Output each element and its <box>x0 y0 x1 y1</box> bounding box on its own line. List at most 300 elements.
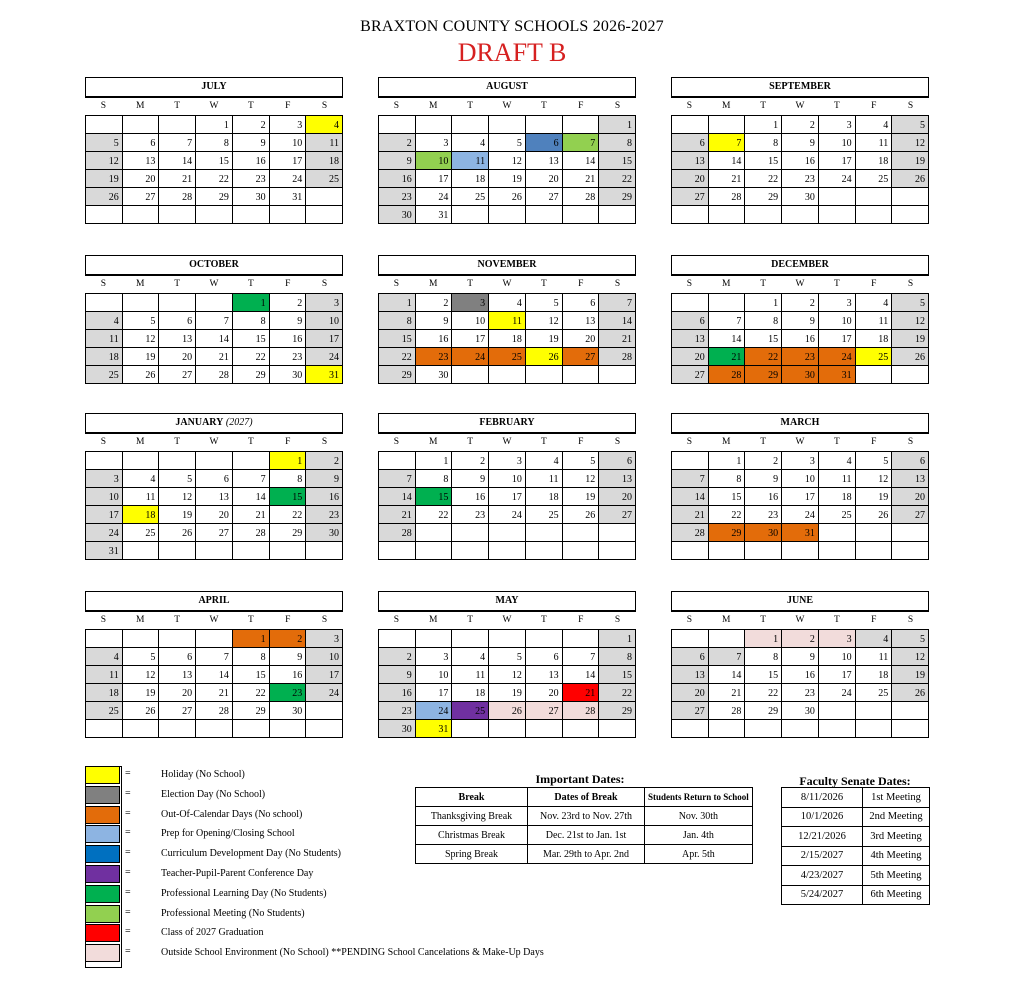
day-cell: 28 <box>599 348 636 366</box>
day-cell: 10 <box>819 312 856 330</box>
weekday-label: M <box>429 279 438 289</box>
day-cell: 14 <box>159 152 196 170</box>
month-september <box>671 77 929 224</box>
empty-cell <box>233 720 270 738</box>
empty-cell <box>270 542 307 560</box>
weekday-label: S <box>100 615 107 625</box>
day-cell: 10 <box>819 648 856 666</box>
empty-cell <box>819 188 856 206</box>
empty-cell <box>196 720 233 738</box>
empty-cell <box>270 206 307 224</box>
day-cell: 13 <box>672 330 709 348</box>
empty-cell <box>123 542 160 560</box>
legend-label: Holiday (No School) <box>161 769 245 780</box>
day-cell: 15 <box>599 152 636 170</box>
day-cell: 4 <box>856 630 893 648</box>
day-cell: 6 <box>599 452 636 470</box>
day-cell: 14 <box>672 488 709 506</box>
day-cell: 10 <box>489 470 526 488</box>
month-title <box>378 77 636 98</box>
day-cell: 7 <box>672 470 709 488</box>
day-cell: 25 <box>856 170 893 188</box>
break-dates: Dec. 21st to Jan. 1st <box>528 826 645 845</box>
empty-cell <box>745 206 782 224</box>
day-cell: 4 <box>452 134 489 152</box>
day-cell: 21 <box>672 506 709 524</box>
weekday-label: M <box>722 279 731 289</box>
day-cell: 29 <box>599 702 636 720</box>
faculty-senate-title: Faculty Senate Dates: <box>799 774 911 788</box>
day-cell: 14 <box>709 666 746 684</box>
day-cell: 11 <box>306 134 343 152</box>
weekday-label: S <box>100 279 107 289</box>
day-cell: 3 <box>452 294 489 312</box>
legend-equals: = <box>125 906 131 918</box>
day-cell: 11 <box>86 666 123 684</box>
day-cell: 18 <box>856 152 893 170</box>
table-row <box>416 807 753 826</box>
day-cell: 28 <box>672 524 709 542</box>
weekday-label: F <box>285 615 291 625</box>
empty-cell <box>86 720 123 738</box>
weekday-label: S <box>321 279 328 289</box>
day-cell: 21 <box>563 170 600 188</box>
day-cell: 27 <box>526 702 563 720</box>
weekday-label: T <box>833 437 840 447</box>
day-cell: 16 <box>782 330 819 348</box>
day-cell: 27 <box>196 524 233 542</box>
weekday-label: S <box>686 279 693 289</box>
day-cell: 16 <box>379 684 416 702</box>
day-cell: 30 <box>745 524 782 542</box>
day-cell: 15 <box>745 152 782 170</box>
weekday-header <box>85 276 343 293</box>
day-cell: 24 <box>416 702 453 720</box>
day-cell: 23 <box>745 506 782 524</box>
empty-cell <box>856 702 893 720</box>
empty-cell <box>86 452 123 470</box>
weekday-label: T <box>760 101 767 111</box>
day-grid <box>671 293 929 384</box>
empty-cell <box>709 116 746 134</box>
day-cell: 22 <box>270 506 307 524</box>
day-cell: 9 <box>270 312 307 330</box>
day-cell: 19 <box>892 330 929 348</box>
month-title <box>671 255 929 276</box>
empty-cell <box>709 542 746 560</box>
day-cell: 23 <box>270 684 307 702</box>
weekday-label: T <box>760 615 767 625</box>
day-cell: 26 <box>489 188 526 206</box>
weekday-label: F <box>285 437 291 447</box>
empty-cell <box>159 116 196 134</box>
break-name: Christmas Break <box>416 826 528 845</box>
day-cell: 31 <box>819 366 856 384</box>
day-cell: 16 <box>270 330 307 348</box>
meeting-label: 5th Meeting <box>863 866 930 886</box>
day-cell: 9 <box>782 312 819 330</box>
month-july <box>85 77 343 224</box>
weekday-label: T <box>174 279 181 289</box>
empty-cell <box>892 542 929 560</box>
day-cell: 3 <box>819 294 856 312</box>
day-cell: 5 <box>526 294 563 312</box>
weekday-label: W <box>209 437 219 447</box>
empty-cell <box>856 206 893 224</box>
empty-cell <box>526 720 563 738</box>
empty-cell <box>599 720 636 738</box>
day-cell: 29 <box>379 366 416 384</box>
table-row <box>416 826 753 845</box>
empty-cell <box>306 188 343 206</box>
day-cell: 1 <box>233 630 270 648</box>
legend-equals: = <box>125 847 131 859</box>
day-cell: 11 <box>856 312 893 330</box>
weekday-label: T <box>467 101 474 111</box>
day-cell: 23 <box>379 702 416 720</box>
weekday-label: S <box>393 615 400 625</box>
weekday-label: F <box>578 437 584 447</box>
day-cell: 23 <box>782 170 819 188</box>
day-cell: 16 <box>270 666 307 684</box>
day-cell: 22 <box>233 348 270 366</box>
day-cell: 16 <box>452 488 489 506</box>
day-cell: 4 <box>489 294 526 312</box>
day-cell: 6 <box>672 312 709 330</box>
empty-cell <box>452 524 489 542</box>
day-cell: 13 <box>526 152 563 170</box>
day-cell: 8 <box>745 134 782 152</box>
day-cell: 28 <box>709 366 746 384</box>
empty-cell <box>123 294 160 312</box>
weekday-label: F <box>578 615 584 625</box>
day-cell: 9 <box>379 666 416 684</box>
legend-swatch <box>85 905 120 923</box>
weekday-label: F <box>578 279 584 289</box>
day-cell: 4 <box>819 452 856 470</box>
day-cell: 14 <box>563 152 600 170</box>
day-grid <box>85 115 343 224</box>
legend-item <box>85 924 605 943</box>
empty-cell <box>489 720 526 738</box>
important-dates-table <box>415 787 753 864</box>
empty-cell <box>196 452 233 470</box>
day-cell: 1 <box>745 294 782 312</box>
day-cell: 16 <box>745 488 782 506</box>
weekday-label: F <box>285 279 291 289</box>
weekday-label: T <box>467 615 474 625</box>
legend-swatch <box>85 944 120 962</box>
day-cell: 12 <box>892 648 929 666</box>
empty-cell <box>526 524 563 542</box>
day-cell: 7 <box>709 134 746 152</box>
empty-cell <box>856 188 893 206</box>
day-cell: 25 <box>856 684 893 702</box>
weekday-label: S <box>614 101 621 111</box>
day-cell: 2 <box>270 630 307 648</box>
weekday-label: M <box>722 437 731 447</box>
day-cell: 13 <box>892 470 929 488</box>
weekday-label: M <box>429 437 438 447</box>
legend-label: Curriculum Development Day (No Students) <box>161 848 341 860</box>
empty-cell <box>196 206 233 224</box>
day-cell: 9 <box>306 470 343 488</box>
empty-cell <box>563 720 600 738</box>
table-row <box>782 885 930 905</box>
month-february <box>378 413 636 560</box>
empty-cell <box>452 116 489 134</box>
empty-cell <box>782 542 819 560</box>
empty-cell <box>563 542 600 560</box>
day-cell: 12 <box>123 666 160 684</box>
empty-cell <box>416 524 453 542</box>
weekday-label: M <box>722 615 731 625</box>
day-cell: 7 <box>233 470 270 488</box>
day-cell: 24 <box>306 348 343 366</box>
legend-swatch <box>85 845 120 863</box>
empty-cell <box>452 206 489 224</box>
day-cell: 10 <box>819 134 856 152</box>
day-cell: 3 <box>819 630 856 648</box>
day-cell: 17 <box>819 666 856 684</box>
meeting-date: 5/24/2027 <box>782 885 863 905</box>
day-cell: 22 <box>196 170 233 188</box>
day-cell: 1 <box>233 294 270 312</box>
empty-cell <box>452 630 489 648</box>
empty-cell <box>526 116 563 134</box>
weekday-label: T <box>174 615 181 625</box>
weekday-label: M <box>429 615 438 625</box>
day-cell: 21 <box>379 506 416 524</box>
day-cell: 18 <box>86 684 123 702</box>
day-cell: 18 <box>452 684 489 702</box>
day-cell: 5 <box>563 452 600 470</box>
day-cell: 10 <box>416 666 453 684</box>
day-cell: 29 <box>745 366 782 384</box>
day-cell: 11 <box>856 648 893 666</box>
day-cell: 22 <box>599 684 636 702</box>
weekday-header <box>671 612 929 629</box>
day-cell: 22 <box>745 684 782 702</box>
day-cell: 30 <box>270 366 307 384</box>
day-cell: 19 <box>563 488 600 506</box>
day-cell: 13 <box>599 470 636 488</box>
meeting-label: 4th Meeting <box>863 846 930 866</box>
weekday-label: F <box>871 101 877 111</box>
weekday-label: T <box>540 437 547 447</box>
legend-equals: = <box>125 787 131 799</box>
weekday-label: S <box>907 615 914 625</box>
day-cell: 19 <box>489 684 526 702</box>
day-cell: 6 <box>159 648 196 666</box>
weekday-header <box>85 612 343 629</box>
day-cell: 19 <box>489 170 526 188</box>
table-row <box>416 845 753 864</box>
weekday-label: W <box>795 615 805 625</box>
empty-cell <box>123 452 160 470</box>
day-cell: 24 <box>819 684 856 702</box>
legend-label: Outside School Environment (No School) **PENDING School Cancelations & Make-Up Days <box>161 947 544 959</box>
weekday-label: T <box>174 437 181 447</box>
day-cell: 12 <box>892 312 929 330</box>
empty-cell <box>672 720 709 738</box>
day-cell: 5 <box>489 648 526 666</box>
day-cell: 8 <box>196 134 233 152</box>
day-cell: 7 <box>709 312 746 330</box>
month-name: MARCH <box>780 417 820 428</box>
empty-cell <box>123 630 160 648</box>
day-cell: 14 <box>709 152 746 170</box>
day-cell: 8 <box>745 648 782 666</box>
legend-label: Out-Of-Calendar Days (No school) <box>161 808 303 820</box>
day-cell: 19 <box>159 506 196 524</box>
day-cell: 22 <box>379 348 416 366</box>
legend-label: Teacher-Pupil-Parent Conference Day <box>161 868 314 879</box>
day-cell: 6 <box>892 452 929 470</box>
day-cell: 21 <box>563 684 600 702</box>
day-cell: 9 <box>379 152 416 170</box>
day-cell: 14 <box>379 488 416 506</box>
day-cell: 27 <box>672 188 709 206</box>
weekday-label: M <box>136 437 145 447</box>
day-cell: 5 <box>892 116 929 134</box>
day-cell: 28 <box>709 188 746 206</box>
weekday-label: S <box>907 437 914 447</box>
legend-equals: = <box>125 946 131 958</box>
day-cell: 15 <box>233 330 270 348</box>
day-cell: 11 <box>489 312 526 330</box>
empty-cell <box>563 116 600 134</box>
day-cell: 20 <box>123 170 160 188</box>
day-cell: 24 <box>416 188 453 206</box>
day-cell: 15 <box>379 330 416 348</box>
meeting-date: 2/15/2027 <box>782 846 863 866</box>
day-cell: 17 <box>306 666 343 684</box>
day-cell: 2 <box>379 134 416 152</box>
empty-cell <box>489 630 526 648</box>
day-cell: 24 <box>819 348 856 366</box>
weekday-label: T <box>174 101 181 111</box>
empty-cell <box>892 524 929 542</box>
weekday-label: S <box>614 437 621 447</box>
day-cell: 12 <box>86 152 123 170</box>
day-cell: 17 <box>86 506 123 524</box>
empty-cell <box>159 542 196 560</box>
day-cell: 26 <box>856 506 893 524</box>
day-cell: 31 <box>306 366 343 384</box>
day-cell: 15 <box>745 330 782 348</box>
day-cell: 23 <box>306 506 343 524</box>
day-cell: 9 <box>416 312 453 330</box>
day-cell: 9 <box>745 470 782 488</box>
day-cell: 9 <box>782 648 819 666</box>
weekday-label: W <box>795 437 805 447</box>
day-cell: 3 <box>416 134 453 152</box>
day-cell: 1 <box>745 630 782 648</box>
day-cell: 27 <box>672 702 709 720</box>
day-cell: 20 <box>672 684 709 702</box>
important-dates-title: Important Dates: <box>535 772 625 786</box>
empty-cell <box>709 630 746 648</box>
weekday-label: W <box>502 279 512 289</box>
day-cell: 17 <box>819 152 856 170</box>
day-grid <box>378 629 636 738</box>
day-cell: 13 <box>123 152 160 170</box>
faculty-senate-table <box>781 787 930 905</box>
legend-equals: = <box>125 827 131 839</box>
month-name: JUNE <box>786 595 814 606</box>
day-cell: 17 <box>416 170 453 188</box>
day-cell: 4 <box>86 312 123 330</box>
weekday-label: M <box>429 101 438 111</box>
day-cell: 4 <box>526 452 563 470</box>
day-cell: 19 <box>123 348 160 366</box>
day-cell: 20 <box>196 506 233 524</box>
table-row <box>782 866 930 886</box>
day-cell: 5 <box>856 452 893 470</box>
day-cell: 1 <box>379 294 416 312</box>
day-cell: 7 <box>709 648 746 666</box>
day-cell: 12 <box>123 330 160 348</box>
month-title <box>85 413 343 434</box>
day-cell: 22 <box>745 348 782 366</box>
weekday-label: S <box>321 437 328 447</box>
day-cell: 27 <box>159 366 196 384</box>
empty-cell <box>306 206 343 224</box>
day-cell: 26 <box>86 188 123 206</box>
day-cell: 7 <box>563 134 600 152</box>
day-cell: 23 <box>233 170 270 188</box>
day-cell: 6 <box>563 294 600 312</box>
day-cell: 12 <box>563 470 600 488</box>
legend-label: Class of 2027 Graduation <box>161 927 264 939</box>
break-dates: Mar. 29th to Apr. 2nd <box>528 845 645 864</box>
day-cell: 6 <box>123 134 160 152</box>
day-cell: 30 <box>782 188 819 206</box>
empty-cell <box>856 542 893 560</box>
day-cell: 12 <box>856 470 893 488</box>
day-cell: 28 <box>233 524 270 542</box>
day-cell: 30 <box>379 206 416 224</box>
empty-cell <box>672 294 709 312</box>
empty-cell <box>745 542 782 560</box>
day-cell: 15 <box>270 488 307 506</box>
meeting-date: 8/11/2026 <box>782 788 863 808</box>
month-march <box>671 413 929 560</box>
weekday-label: S <box>614 615 621 625</box>
day-cell: 11 <box>452 666 489 684</box>
day-cell: 29 <box>709 524 746 542</box>
empty-cell <box>86 630 123 648</box>
weekday-label: W <box>209 101 219 111</box>
weekday-label: S <box>686 615 693 625</box>
day-cell: 3 <box>306 294 343 312</box>
empty-cell <box>452 366 489 384</box>
legend-equals: = <box>125 768 131 779</box>
empty-cell <box>489 116 526 134</box>
empty-cell <box>233 206 270 224</box>
day-cell: 6 <box>196 470 233 488</box>
day-cell: 8 <box>599 648 636 666</box>
month-january <box>85 413 343 560</box>
weekday-header <box>671 434 929 451</box>
day-cell: 3 <box>782 452 819 470</box>
day-cell: 29 <box>196 188 233 206</box>
month-title <box>671 77 929 98</box>
weekday-label: T <box>247 437 254 447</box>
weekday-label: W <box>209 279 219 289</box>
day-cell: 30 <box>782 366 819 384</box>
